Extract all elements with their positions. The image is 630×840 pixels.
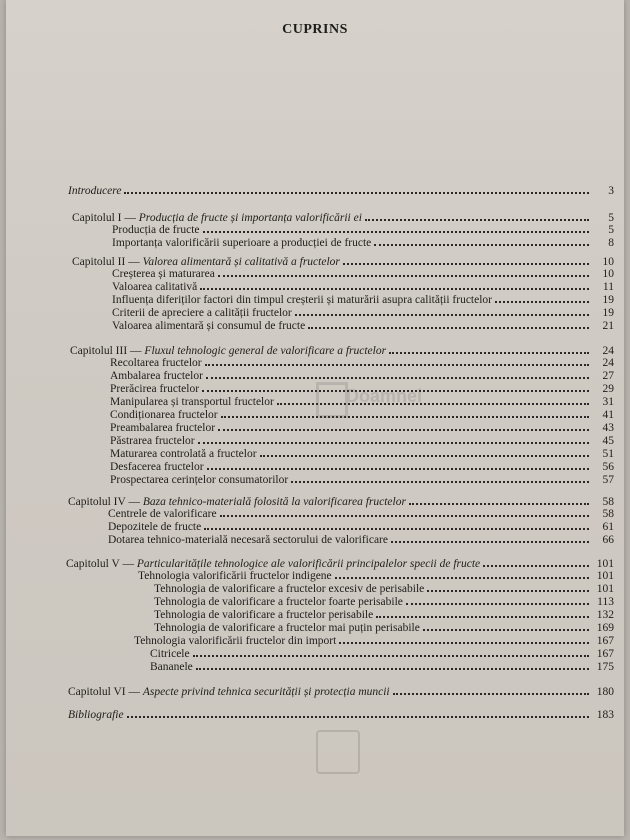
toc-entry-label: Capitolul I — Producția de fructe și importanța valorificării ei [72,212,362,224]
toc-row [68,707,614,722]
toc-page-number: 167 [596,635,614,647]
toc-entry-label: Creșterea și maturarea [112,268,215,280]
document-page [6,0,624,836]
toc-leader-dots [193,646,589,657]
toc-row [112,318,614,333]
toc-leader-dots [335,568,589,579]
toc-entry-label: Tehnologia de valorificare a fructelor excesiv de perisabile [154,583,425,595]
toc-entry-label: Ambalarea fructelor [110,370,203,382]
toc-leader-dots [260,446,589,457]
toc-entry-label: Introducere [68,185,122,197]
toc-entry-label: Manipularea și transportul fructelor [110,396,274,408]
toc-page-number: 57 [602,474,614,486]
toc-page-number: 113 [597,596,614,608]
toc-entry-label: Preambalarea fructelor [110,422,216,434]
toc-entry-label: Desfacerea fructelor [110,461,204,473]
toc-entry-label: Bananele [150,661,193,673]
toc-leader-dots [365,210,589,221]
toc-leader-dots [393,684,589,695]
toc-leader-dots [483,556,589,567]
toc-leader-dots [218,266,589,277]
toc-row [68,183,614,198]
toc-entry-label: Producția de fructe [112,224,200,236]
toc-leader-dots [423,620,589,631]
toc-entry-label: Tehnologia valorificării fructelor indigene [138,570,332,582]
toc-page-number: 58 [602,496,614,508]
toc-page-number: 101 [596,570,614,582]
toc-entry-label: Influența diferiților factori din timpul creșterii și maturării asupra calității fructelor [112,294,492,306]
toc-entry-label: Citricele [150,648,190,660]
toc-page-number: 24 [602,357,614,369]
toc-page-number: 27 [602,370,614,382]
toc-entry-label: Importanța valorificării superioare a producției de fructe [112,237,372,249]
watermark-text: Doamnei [346,386,423,406]
toc-leader-dots [427,581,589,592]
toc-page-number: 29 [602,383,614,395]
toc-page-number: 45 [602,435,614,447]
toc-entry-label: Capitolul VI — Aspecte privind tehnica securității și protecția muncii [68,686,390,698]
toc-page-number: 132 [596,609,614,621]
toc-leader-dots [308,318,589,329]
toc-leader-dots [291,472,589,483]
toc-page-number: 43 [602,422,614,434]
toc-row [150,659,614,674]
toc-page-number: 51 [602,448,614,460]
toc-entry-label: Depozitele de fructe [108,521,202,533]
toc-page-number: 3 [608,185,614,197]
library-stamp [316,730,360,774]
toc-entry-label: Dotarea tehnico-materială necesară sectorului de valorificare [108,534,388,546]
toc-leader-dots [124,183,589,194]
toc-page-number: 19 [602,307,614,319]
toc-entry-label: Capitolul III — Fluxul tehnologic general de valorificare a fructelor [70,345,387,357]
toc-entry-label: Păstrarea fructelor [110,435,195,447]
toc-page-number: 11 [602,281,614,293]
toc-leader-dots [220,506,589,517]
toc-leader-dots [374,235,589,246]
toc-row [112,235,614,250]
toc-entry-label: Criterii de apreciere a calității fructelor [112,307,292,319]
toc-leader-dots [204,519,589,530]
toc-entry-label: Valoarea alimentară și consumul de fructe [112,320,306,332]
toc-page-number: 66 [602,534,614,546]
toc-leader-dots [295,305,589,316]
toc-leader-dots [389,343,589,354]
toc-page-number: 8 [608,237,614,249]
toc-leader-dots [200,279,589,290]
toc-entry-label: Tehnologia valorificării fructelor din import [134,635,337,647]
toc-page-number: 183 [596,709,614,721]
toc-leader-dots [196,659,589,670]
toc-page-number: 31 [602,396,614,408]
toc-leader-dots [391,532,589,543]
toc-entry-label: Maturarea controlată a fructelor [110,448,257,460]
watermark-icon [316,382,348,418]
page-title: CUPRINS [282,22,348,37]
toc-entry-label: Recoltarea fructelor [110,357,202,369]
toc-page-number: 21 [602,320,614,332]
toc-page-number: 58 [602,508,614,520]
toc-entry-label: Capitolul IV — Baza tehnico-materială folosită la valorificarea fructelor [68,496,406,508]
toc-row [110,472,614,487]
toc-page-number: 5 [608,212,614,224]
toc-entry-label: Bibliografie [68,709,124,721]
toc-page-number: 180 [596,686,614,698]
toc-entry-label: Valoarea calitativă [112,281,198,293]
toc-leader-dots [203,222,590,233]
toc-leader-dots [343,254,589,265]
toc-page-number: 61 [602,521,614,533]
toc-page-number: 101 [596,558,614,570]
toc-row [108,532,614,547]
toc-entry-label: Centrele de valorificare [108,508,217,520]
toc-leader-dots [207,459,589,470]
toc-entry-label: Prospectarea cerințelor consumatorilor [110,474,289,486]
toc-page-number: 10 [602,256,614,268]
watermark-logo [316,360,426,440]
toc-leader-dots [376,607,589,618]
toc-page-number: 10 [602,268,614,280]
toc-page-number: 5 [608,224,614,236]
toc-entry-label: Capitolul II — Valorea alimentară și calitativă a fructelor [72,256,340,268]
toc-entry-label: Capitolul V — Particularitățile tehnologice ale valorificării principalelor specii de fructe [66,558,481,570]
toc-page-number: 56 [602,461,614,473]
toc-leader-dots [495,292,589,303]
toc-page-number: 24 [602,345,614,357]
toc-chapter-row [68,684,614,699]
toc-page-number: 101 [596,583,614,595]
toc-entry-label: Prerăcirea fructelor [110,383,200,395]
toc-entry-label: Tehnologia de valorificare a fructelor mai puțin perisabile [154,622,420,634]
toc-entry-label: Tehnologia de valorificare a fructelor perisabile [154,609,374,621]
toc-page-number: 169 [596,622,614,634]
toc-page-number: 41 [602,409,614,421]
toc-page-number: 19 [602,294,614,306]
toc-entry-label: Tehnologia de valorificare a fructelor foarte perisabile [154,596,403,608]
toc-page-number: 167 [596,648,614,660]
toc-page-number: 175 [596,661,614,673]
toc-leader-dots [339,633,589,644]
toc-leader-dots [406,594,589,605]
toc-entry-label: Condiționarea fructelor [110,409,218,421]
toc-leader-dots [409,494,589,505]
toc-leader-dots [127,707,589,718]
